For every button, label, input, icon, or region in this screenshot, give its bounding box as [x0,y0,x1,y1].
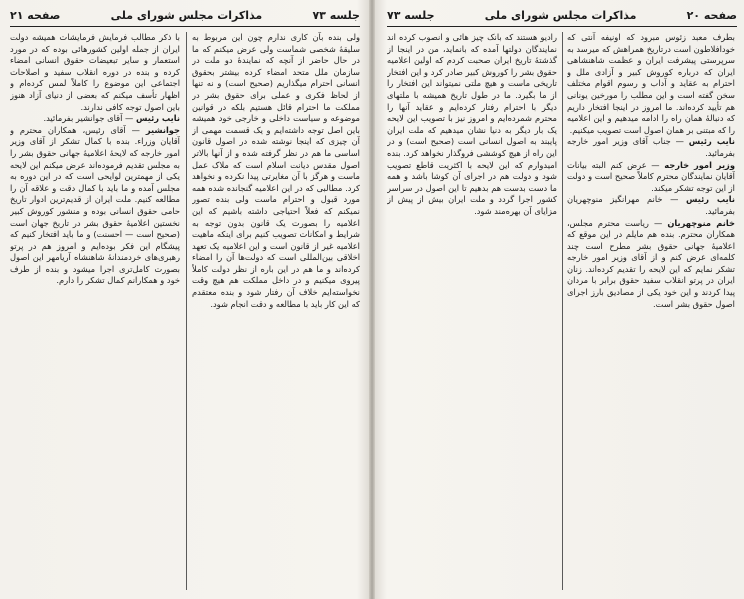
paragraph: خانم منوچهریان — ریاست محترم مجلس، همکاران محترم. بنده هم مایلم در این موقع که اعلامیهٔ جهانی حقوق بشر مطرح است چند کلمه‌ای عرض کنم و از آقای وزیر امور خارجه تشکر نمایم که این لایحه را تقدیم کرده‌اند. زنان ایران در پرتو انقلاب سفید حقوق برابر با مردان پیدا کردند و این خود یکی از مصادیق بارز اجرای اصول حقوق بشر است. [567,217,735,309]
left-page [0,0,369,599]
speaker-name: نایب رئیس [135,113,180,124]
right-page-header [387,4,737,27]
left-page-number: صفحه ۲۱ [10,8,61,22]
paragraph [192,32,360,310]
paragraph-text: ولی بنده بآن کاری ندارم چون این مربوط به سلیقهٔ شخصی شماست ولی عرض میکنم که ما در حال حاضر از آنچه که نمایندهٔ دو ملت در سازمان ملل متحد امضاء کرده بیشتر بحقوق انسانی احترام میگذاریم (صحیح است) و نه تنها از لحاظ فکری و عملی برای حقوق بشر در مملکت ما احترام قائل هستیم بلکه در قوانین موضوعه و سیاست داخلی و خارجی خود همیشه باین اصل توجه داشته‌ایم و یک قسمت مهمی از آن چیزی که اینجا نوشته شده در اصول قانون اساسی ما هم در نظر گرفته شده و از آنها بالاتر اصول مقدس دیانت اسلام است که ملاک عمل ماست و هرگز با آن مغایرتی پیدا نکرده و نخواهد کرد. مطالبی که در این اعلامیه گنجانده شده همه مورد قبول و احترام ماست ولی بنده تصور نمیکنم که فعلاً احتیاجی داشته باشیم که این اعلامیه را بصورت یک قانون بدون توجه به شرایط و امکانات تصویب کنیم برای اینکه ماهیت اعلامیه غیر از قانون است و این اعلامیه یک تعهد اخلاقی بین‌المللی است که دولت‌ها آن را امضاء کرده‌اند و ما هم در این باره از نظر دولت کاملاً پیروی میکنیم و در داخل مملکت هم هیچ وقت نخواسته‌ایم خلاف آن رفتار شود و بنده معتقدم که این کار باید با مطالعه و دقت انجام شود. [192,32,360,309]
paragraph-text: جناب آقای وزیر امور خارجه بفرمائید. [567,136,735,158]
paragraph: نایب رئیس — جناب آقای وزیر امور خارجه بفرمائید. [567,136,735,158]
speaker-name: وزیر امور خارجه [664,159,735,170]
speaker-name: نایب رئیس [686,194,735,205]
left-page-header [10,4,360,27]
paragraph-text: ریاست محترم مجلس، همکاران محترم. بنده هم مایلم در این موقع که اعلامیهٔ جهانی حقوق بشر مطرح است چند کلمه‌ای عرض کنم و از آقای وزیر امور خارجه تشکر نمایم که این لایحه را تقدیم کرده‌اند. زنان ایران در پرتو انقلاب سفید حقوق برابر با مردان پیدا کردند و این خود یکی از مصادیق بارز اجرای اصول حقوق بشر است. [567,217,735,309]
left-page-session: جلسه ۷۳ [312,8,360,22]
right-page-session: جلسه ۷۳ [387,8,435,22]
paragraph-text: خانم مهرانگیز منوچهریان بفرمائید. [567,194,735,216]
paragraph-text: عرض کنم البته بیانات آقایان نمایندگان محترم کاملاً صحیح است و دولت از این توجه تشکر میکند. [567,159,735,193]
speaker-name: جوانشیر [145,124,180,135]
paragraph: نایب رئیس — آقای جوانشیر بفرمائید. [43,113,180,124]
left-page-column-left [10,32,180,592]
left-page-column-divider [186,32,187,590]
paragraph-text: با ذکر مطالب فرمایش فرمایشات همیشه دولت ایران از جمله اولین کشورهائی بوده که در مورد استعمار و سایر تبعیضات حقوق انسانی امضاء کرده و بنده در دوره انقلاب سفید و اصلاحات اجتماعی این موضوع را کاملاً لمس کرده‌ام و اظهار تأسف میکنم که بعضی از دنیای آزاد هنوز باین اصول توجه کافی ندارند. [10,32,180,112]
paragraph [387,32,557,218]
right-page-column-divider [562,32,563,590]
speaker-name: خانم منوچهریان [667,217,735,228]
paragraph-text: بطرف معبد زئوس مبرود که اونیفه آنتی که خودافلاطون است درتاریخ همراهش که میرسد به سرپرستی پیشرفت ایران و عظمت شاهنشاهی ایران که درباره کوروش کبیر و آزادی ملل و احترام به عقاید و آداب و رسوم اقوام مختلف سخن گفته است و این مطلب را مورخین یونانی هم تأیید کرده‌اند. ما امروز در اینجا افتخار داریم که دنبالهٔ همان راه را ادامه میدهیم و این اعلامیه را که مبتنی بر همان اصول است تصویب میکنیم. [567,32,735,135]
paragraph: جوانشیر — آقای رئیس، همکاران محترم و آقایان وزراء. بنده با کمال تشکر از آقای وزیر امور خارجه که لایحهٔ اعلامیهٔ جهانی حقوق بشر را به مجلس تقدیم فرموده‌اند عرض میکنم این لایحه یکی از مهمترین لوایحی است که در این دوره به مجلس آمده و ما باید با کمال دقت و علاقه آن را مطالعه کنیم. ملت ایران از قدیم‌ترین ادوار تاریخ حامی حقوق انسانی بوده و منشور کوروش کبیر نخستین اعلامیهٔ حقوق بشر در تاریخ جهان است (صحیح است — احسنت) و ما باید افتخار کنیم که پیشگام این فکر بوده‌ایم و امروز هم در پرتو رهبری‌های خردمندانهٔ شاهنشاه آریامهر این اصول بصورت کامل‌تری اجرا میشود و بنده از طرف خود و همکارانم کمال تشکر را دارم. [10,124,180,286]
paragraph [567,32,735,136]
right-page-number: صفحه ۲۰ [686,8,737,22]
right-page-column-left [387,32,557,592]
right-page-title: مذاکرات مجلس شورای ملی [484,8,637,22]
left-page-column-right [192,32,360,592]
paragraph: نایب رئیس — خانم مهرانگیز منوچهریان بفرمائید. [567,194,735,216]
paragraph-text: آقای جوانشیر بفرمائید. [43,113,123,124]
paragraph-text: رادیو هستند که بانک چیز هائی و انصوب کرده اند نمایندگان دولتها آمده که بانماید، من در اینجا از گذشتهٔ تاریخ ایران صحبت کردم که اولین اعلامیه حقوق بشر را کوروش کبیر صادر کرد و این افتخار تاریخی ماست و هیچ ملتی نمیتواند این افتخار را از ما بگیرد. ما در طول تاریخ همیشه با ملتهای دیگر با احترام رفتار کرده‌ایم و عقاید آنها را محترم شمرده‌ایم و امروز نیز با تصویب این لایحه یک بار دیگر به دنیا نشان میدهیم که ملت ایران پایبند به اصول انسانی است (صحیح است) و در این راه از هیچ کوششی فروگذار نخواهد کرد. بنده امیدوارم که این لایحه با اکثریت قاطع تصویب شود و دولت هم در اجرای آن کوشا باشد و همه ما دست بدست هم بدهیم تا این اصول در سراسر کشور اجرا گردد و ملت ایران بیش از پیش از مزایای آن بهره‌مند شود. [387,32,557,216]
right-page [375,0,744,599]
right-page-column-right [567,32,735,592]
speaker-name: نایب رئیس [688,136,735,147]
paragraph: وزیر امور خارجه — عرض کنم البته بیانات آقایان نمایندگان محترم کاملاً صحیح است و دولت از این توجه تشکر میکند. [567,159,735,193]
paragraph-text: آقای رئیس، همکاران محترم و آقایان وزراء. بنده با کمال تشکر از آقای وزیر امور خارجه که لایحهٔ اعلامیهٔ جهانی حقوق بشر را به مجلس تقدیم فرموده‌اند عرض میکنم این لایحه یکی از مهمترین لوایحی است که در این دوره به مجلس آمده و ما باید با کمال دقت و علاقه آن را مطالعه کنیم. ملت ایران از قدیم‌ترین ادوار تاریخ حامی حقوق انسانی بوده و منشور کوروش کبیر نخستین اعلامیهٔ حقوق بشر در تاریخ جهان است (صحیح است — احسنت) و ما باید افتخار کنیم که پیشگام این فکر بوده‌ایم و امروز هم در پرتو رهبری‌های خردمندانهٔ شاهنشاه آریامهر این اصول بصورت کامل‌تری اجرا میشود و بنده از طرف خود و همکارانم کمال تشکر را دارم. [10,124,180,286]
left-page-title: مذاکرات مجلس شورای ملی [110,8,263,22]
paragraph [10,32,180,113]
